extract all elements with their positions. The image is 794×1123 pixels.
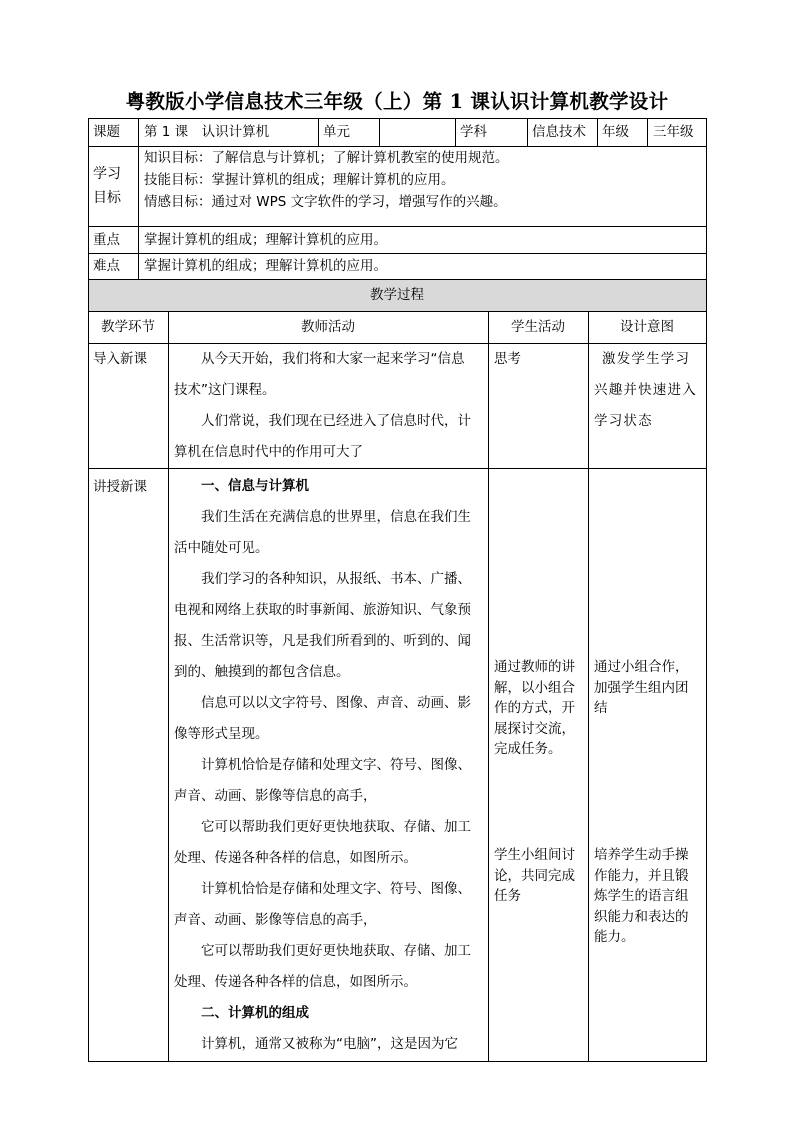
key-points-value: 掌握计算机的组成；理解计算机的应用。 — [144, 232, 387, 248]
student-line: 论，共同完成 — [494, 867, 575, 884]
teacher-line: 算机在信息时代中的作用可大了 — [174, 444, 363, 460]
grade-label: 年级 — [602, 124, 629, 140]
intent-line: 加强学生组内团 — [594, 679, 689, 696]
teacher-line: 计算机恰恰是存储和处理文字、符号、图像、 — [201, 881, 471, 897]
objective-item: 情感目标：通过对 WPS 文字软件的学习，增强写作的兴趣。 — [144, 194, 507, 210]
table-line — [647, 118, 648, 146]
student-line: 任务 — [494, 888, 521, 904]
objective-item: 知识目标：了解信息与计算机；了解计算机教室的使用规范。 — [144, 150, 509, 166]
table-line — [455, 118, 456, 146]
grade-value: 三年级 — [653, 124, 694, 140]
table-line — [88, 118, 89, 1062]
teacher-line: 处理、传递各种各样的信息，如图所示。 — [174, 974, 417, 990]
table-line — [168, 311, 169, 1062]
intro-stage: 导入新课 — [93, 351, 147, 367]
teacher-line: 我们学习的各种知识，从报纸、书本、广播、 — [201, 571, 471, 587]
teacher-line: 活中随处可见。 — [174, 540, 269, 556]
teacher-line: 声音、动画、影像等信息的高手， — [174, 912, 377, 928]
student-line: 展探讨交流， — [494, 720, 575, 737]
intent-line: 结 — [594, 700, 608, 716]
intent-line: 能力。 — [594, 929, 635, 945]
table-line — [706, 118, 707, 1062]
objectives-label — [93, 162, 121, 210]
table-line — [138, 118, 139, 279]
document-title: 粤教版小学信息技术三年级（上）第 1 课认识计算机教学设计 — [125, 90, 669, 113]
objectives-label-line: 学习 — [93, 166, 121, 182]
section-heading: 一、信息与计算机 — [201, 478, 309, 494]
column-header-teacher: 教师活动 — [301, 319, 355, 335]
new-lesson-stage: 讲授新课 — [93, 479, 147, 495]
intent-line: 织能力和表达的 — [594, 908, 689, 925]
teacher-line: 我们生活在充满信息的世界里，信息在我们生 — [201, 509, 471, 525]
subject-value: 信息技术 — [532, 124, 586, 140]
teacher-line: 像等形式呈现。 — [174, 726, 269, 742]
intent-line: 培养学生动手操 — [594, 847, 689, 863]
key-points-label: 重点 — [93, 232, 120, 248]
student-line: 作的方式，开 — [494, 700, 575, 716]
table-line — [88, 146, 707, 147]
table-line — [318, 118, 319, 146]
intent-line: 炼学生的语言组 — [594, 888, 689, 904]
teacher-line: 声音、动画、影像等信息的高手， — [174, 788, 377, 804]
difficulties-label: 难点 — [93, 258, 120, 274]
teacher-line: 从今天开始，我们将和大家一起来学习“信息 — [201, 351, 465, 367]
difficulties-value: 掌握计算机的组成；理解计算机的应用。 — [144, 258, 387, 274]
objective-item: 技能目标：掌握计算机的组成；理解计算机的应用。 — [144, 172, 455, 188]
teacher-line: 报、生活常识等，凡是我们所看到的、听到的、闻 — [174, 633, 471, 649]
new-lesson-student-activity-2 — [494, 845, 575, 907]
column-header-stage: 教学环节 — [101, 319, 155, 335]
teacher-line: 信息可以以文字符号、图像、声音、动画、影 — [201, 695, 471, 711]
teacher-line: 电视和网络上获取的时事新闻、旅游知识、气象预 — [174, 602, 471, 618]
column-header-intent: 设计意图 — [620, 319, 674, 335]
intent-line: 兴趣并快速进入 — [594, 382, 697, 398]
new-lesson-design-intent-2 — [594, 845, 689, 948]
topic-value: 第 1 课 认识计算机 — [144, 124, 270, 140]
teacher-line: 到的、触摸到的都包含信息。 — [174, 664, 350, 680]
intent-line: 作能力，并且锻 — [594, 867, 689, 884]
teacher-line: 计算机恰恰是存储和处理文字、符号、图像、 — [201, 757, 471, 773]
table-line — [379, 118, 380, 146]
student-line: 通过教师的讲 — [494, 659, 575, 675]
teacher-line: 计算机，通常又被称为“电脑”，这是因为它 — [201, 1036, 458, 1052]
table-line — [527, 118, 528, 146]
table-line — [488, 311, 489, 1062]
intro-student-activity: 思考 — [494, 351, 521, 367]
intro-design-intent — [594, 344, 702, 437]
table-line — [88, 226, 707, 227]
column-header-student: 学生活动 — [511, 319, 565, 335]
teacher-line: 它可以帮助我们更好更快地获取、存储、加工 — [201, 819, 471, 835]
table-line — [88, 1061, 707, 1062]
intent-line: 通过小组合作， — [594, 659, 689, 675]
teacher-line: 人们常说，我们现在已经进入了信息时代，计 — [201, 413, 471, 429]
process-header: 教学过程 — [370, 287, 424, 303]
topic-label: 课题 — [93, 124, 120, 140]
new-lesson-student-activity-1 — [494, 657, 575, 760]
table-line — [88, 253, 707, 254]
table-line — [597, 118, 598, 146]
table-line — [588, 311, 589, 1062]
intro-teacher-activity — [174, 344, 482, 468]
new-lesson-design-intent-1 — [594, 657, 689, 719]
section-heading: 二、计算机的组成 — [201, 1005, 309, 1021]
table-line — [88, 468, 707, 469]
subject-label: 学科 — [460, 124, 487, 140]
objectives-label-line: 目标 — [93, 190, 121, 206]
unit-label: 单元 — [323, 124, 350, 140]
new-lesson-teacher-activity — [174, 471, 482, 1060]
intent-line: 激发学生学习 — [602, 351, 691, 367]
teacher-line: 技术”这门课程。 — [174, 382, 276, 398]
teacher-line: 处理、传递各种各样的信息，如图所示。 — [174, 850, 417, 866]
student-line: 完成任务。 — [494, 741, 562, 757]
teacher-line: 它可以帮助我们更好更快地获取、存储、加工 — [201, 943, 471, 959]
table-line — [88, 311, 707, 312]
student-line: 解，以小组合 — [494, 679, 575, 696]
student-line: 学生小组间讨 — [494, 847, 575, 863]
intent-line: 学习状态 — [594, 413, 653, 429]
table-line — [88, 118, 707, 119]
table-line — [88, 279, 707, 280]
